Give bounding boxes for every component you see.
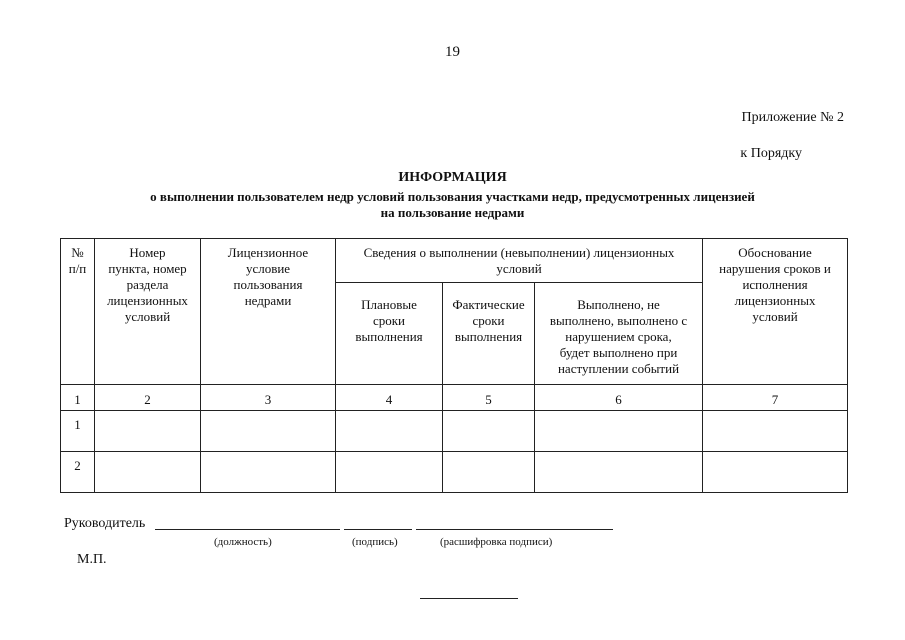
document-subtitle [90, 189, 815, 221]
column-number: 3 [201, 385, 336, 411]
table-row [61, 411, 848, 452]
header-cell-fulfillment-group: Сведения о выполнении (невыполнении) лицензионных условий [336, 239, 703, 283]
column-number: 1 [61, 385, 95, 411]
position-caption: (должность) [214, 536, 272, 548]
position-line [155, 529, 340, 530]
row-number: 2 [61, 452, 95, 493]
decoding-caption: (расшифровка подписи) [440, 536, 553, 548]
table-cell [703, 411, 848, 452]
column-number: 4 [336, 385, 443, 411]
table-cell [443, 411, 535, 452]
header-cell-status: Выполнено, не выполнено, выполнено с нарушением срока, будет выполнено при наступлении событий [535, 283, 703, 385]
header-cell-item-number: Номер пункта, номер раздела лицензионных условий [95, 239, 201, 385]
subtitle-line: о выполнении пользователем недр условий пользования участками недр, предусмотренных лицензией [150, 189, 755, 204]
table-cell [703, 452, 848, 493]
column-number-row [61, 385, 848, 411]
subtitle-line: на пользование недрами [380, 205, 525, 220]
decoding-line [416, 529, 613, 530]
information-table [60, 238, 848, 493]
table-cell [443, 452, 535, 493]
table-cell [95, 452, 201, 493]
appendix-label: Приложение № 2 [741, 110, 844, 125]
table-cell [535, 411, 703, 452]
document-title: ИНФОРМАЦИЯ [398, 170, 507, 185]
table-cell [201, 452, 336, 493]
header-cell-planned-dates: Плановые сроки выполнения [336, 283, 443, 385]
column-number: 5 [443, 385, 535, 411]
column-number: 6 [535, 385, 703, 411]
stamp-label: М.П. [77, 552, 107, 567]
table-cell [95, 411, 201, 452]
signature-label: Руководитель [64, 516, 146, 531]
signature-line [344, 529, 412, 530]
column-number: 7 [703, 385, 848, 411]
row-number: 1 [61, 411, 95, 452]
table-cell [336, 452, 443, 493]
header-cell-justification: Обоснование нарушения сроков и исполнения лицензионных условий [703, 239, 848, 385]
table-cell [336, 411, 443, 452]
column-number: 2 [95, 385, 201, 411]
end-rule [420, 598, 518, 599]
table-row [61, 452, 848, 493]
table-cell [201, 411, 336, 452]
header-cell-license-condition: Лицензионное условие пользования недрами [201, 239, 336, 385]
page-number: 19 [445, 44, 460, 60]
header-row [61, 239, 848, 283]
order-reference: к Порядку [740, 146, 802, 161]
header-cell-actual-dates: Фактические сроки выполнения [443, 283, 535, 385]
signature-caption: (подпись) [352, 536, 398, 548]
table-cell [535, 452, 703, 493]
header-cell-number: № п/п [61, 239, 95, 385]
